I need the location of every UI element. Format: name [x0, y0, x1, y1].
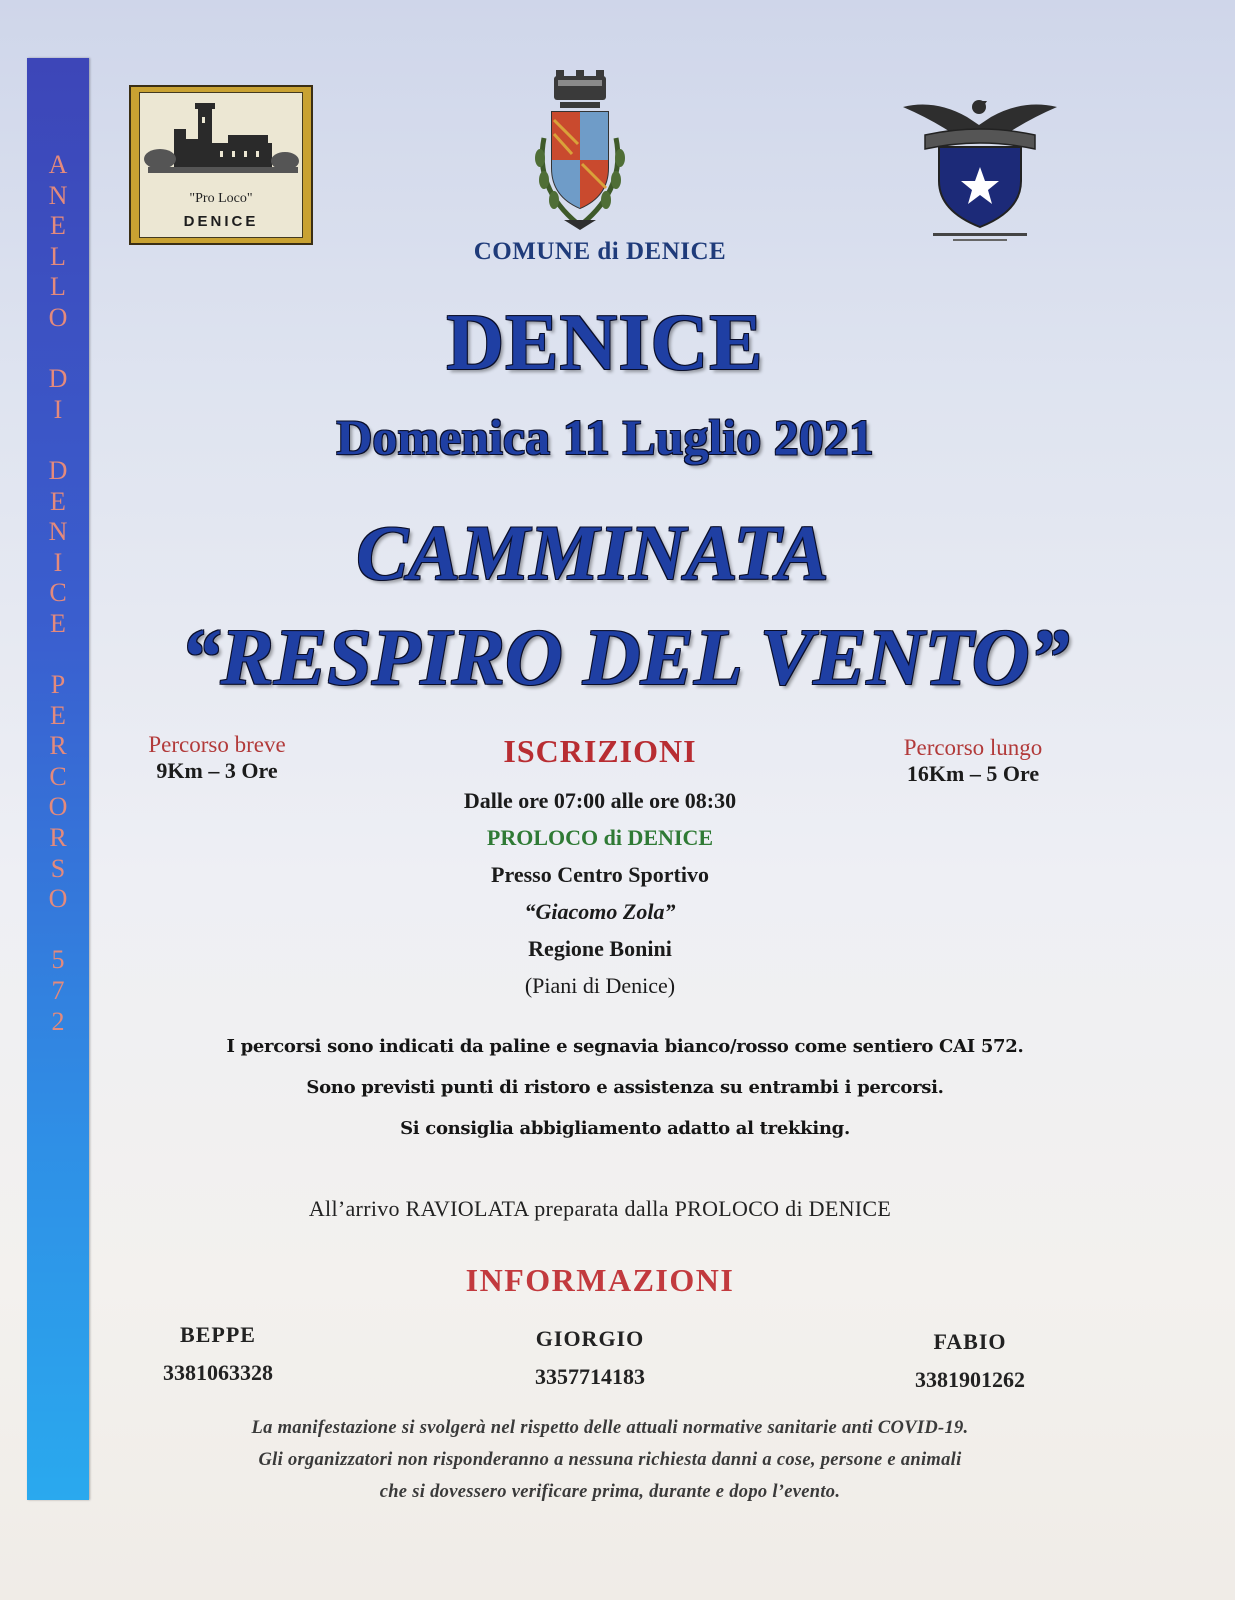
side-letter: N	[48, 180, 68, 210]
event-name: CAMMINATA	[356, 509, 829, 596]
disclaimer-line: La manifestazione si svolgerà nel rispetto delle attuali normative sanitarie anti COVID-19.	[251, 1418, 969, 1438]
proloco-label: "Pro Loco"	[189, 191, 253, 206]
long-route-detail: 16Km – 5 Ore	[906, 761, 1040, 786]
side-letter: S	[50, 853, 66, 883]
side-banner	[27, 58, 89, 1500]
long-route	[868, 735, 1078, 787]
proloco-city: DENICE	[183, 213, 259, 230]
contact-card	[490, 1326, 690, 1390]
disclaimer-line: Gli organizzatori non risponderanno a nessuna richiesta danni a cose, persone e animali	[258, 1450, 962, 1470]
long-route-title: Percorso lungo	[903, 735, 1043, 760]
comune-name: COMUNE di DENICE	[473, 238, 727, 265]
note-line: Sono previsti punti di ristoro e assistenza su entrambi i percorsi.	[306, 1077, 944, 1098]
side-letter: L	[50, 272, 66, 302]
contact-phone: 3381901262	[915, 1367, 1025, 1392]
coat-of-arms-icon	[520, 68, 640, 238]
short-route-title: Percorso breve	[148, 732, 286, 757]
side-letter: E	[50, 211, 66, 241]
side-letter: D	[48, 364, 68, 394]
contact-card	[118, 1322, 318, 1386]
iscrizioni-title: ISCRIZIONI	[503, 733, 697, 769]
side-letter: P	[50, 670, 66, 700]
side-letter: 5	[51, 945, 65, 975]
note-line: Si consiglia abbigliamento adatto al trekking.	[400, 1118, 850, 1139]
side-letter: C	[49, 761, 67, 791]
iscrizioni-venue: “Giacomo Zola”	[524, 899, 676, 924]
side-letter: I	[53, 394, 63, 424]
main-title: DENICE	[446, 299, 764, 387]
contact-card	[870, 1329, 1070, 1393]
short-route-detail: 9Km – 3 Ore	[156, 758, 278, 783]
contact-name: BEPPE	[180, 1322, 256, 1347]
event-date: Domenica 11 Luglio 2021	[336, 409, 874, 465]
contact-name: GIORGIO	[535, 1326, 645, 1351]
cai-eagle-shield-icon	[895, 95, 1065, 245]
arrival-note: All’arrivo RAVIOLATA preparata dalla PROLOCO di DENICE	[308, 1196, 892, 1221]
side-letter: E	[50, 700, 66, 730]
side-letter: 7	[51, 976, 65, 1006]
side-letter: D	[48, 455, 68, 485]
iscrizioni-region: Regione Bonini	[528, 936, 672, 961]
iscrizioni-time: Dalle ore 07:00 alle ore 08:30	[463, 788, 737, 813]
note-line: I percorsi sono indicati da paline e segnavia bianco/rosso come sentiero CAI 572.	[226, 1036, 1024, 1057]
side-letter: 2	[51, 1006, 65, 1036]
side-letter: N	[48, 517, 68, 547]
short-route	[112, 732, 322, 784]
side-letter: O	[48, 792, 68, 822]
iscrizioni-area: (Piani di Denice)	[524, 973, 676, 998]
side-letter: R	[49, 731, 67, 761]
proloco-logo	[129, 85, 313, 245]
side-letter: I	[53, 547, 63, 577]
proloco-logo-inner	[139, 92, 303, 238]
event-subtitle: “RESPIRO DEL VENTO”	[180, 614, 1070, 702]
iscrizioni-organizer: PROLOCO di DENICE	[486, 825, 714, 850]
contact-name: FABIO	[933, 1329, 1007, 1354]
side-letter: O	[48, 884, 68, 914]
iscrizioni-place: Presso Centro Sportivo	[491, 862, 709, 887]
side-letter: E	[50, 608, 66, 638]
side-letter: A	[48, 150, 68, 179]
side-letter: C	[49, 578, 67, 608]
contact-phone: 3381063328	[163, 1360, 273, 1385]
info-title: INFORMAZIONI	[465, 1262, 735, 1298]
side-letter: L	[50, 241, 66, 271]
side-letter: R	[49, 823, 67, 853]
side-letter: E	[50, 486, 66, 516]
side-letter: O	[48, 302, 68, 332]
contact-phone: 3357714183	[535, 1364, 645, 1389]
disclaimer-line: che si dovessero verificare prima, durante e dopo l’evento.	[379, 1482, 841, 1502]
